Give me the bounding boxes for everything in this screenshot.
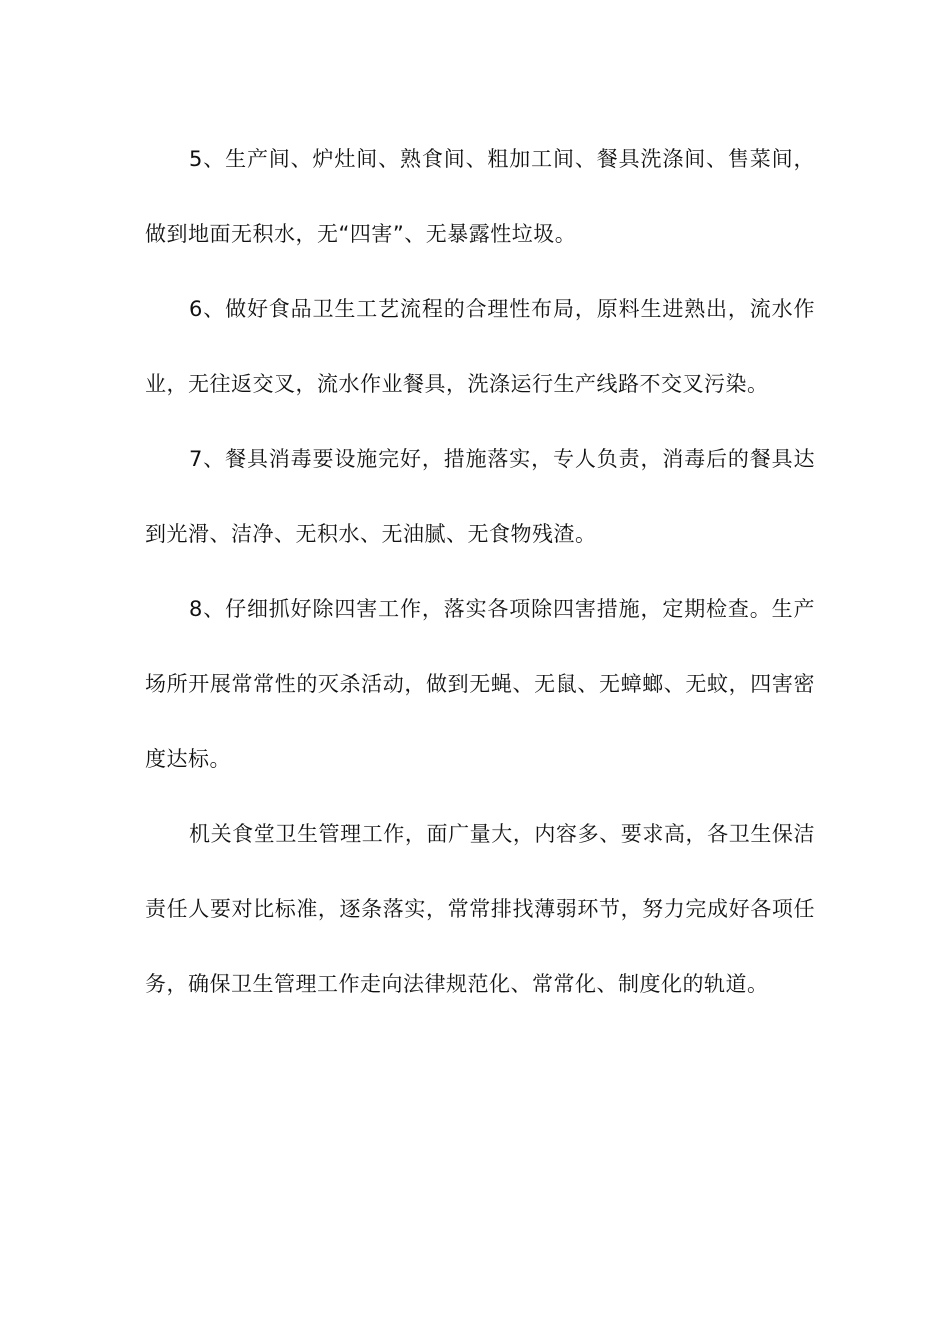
paragraph-item-8: 8、仔细抓好除四害工作，落实各项除四害措施，定期检查。生产场所开展常常性的灭杀活动，做到无蝇、无鼠、无蟑螂、无蚊，四害密度达标。 <box>145 597 815 771</box>
document-body <box>145 122 815 1022</box>
paragraph-item-6: 6、做好食品卫生工艺流程的合理性布局，原料生进熟出，流水作业，无往返交叉，流水作业餐具，洗涤运行生产线路不交叉污染。 <box>145 297 815 396</box>
paragraph-summary: 机关食堂卫生管理工作，面广量大，内容多、要求高，各卫生保洁责任人要对比标准，逐条落实，常常排找薄弱环节，努力完成好各项任务，确保卫生管理工作走向法律规范化、常常化、制度化的轨道。 <box>145 822 815 996</box>
paragraph-item-5: 5、生产间、炉灶间、熟食间、粗加工间、餐具洗涤间、售菜间，做到地面无积水，无“四害”、无暴露性垃圾。 <box>145 147 815 246</box>
paragraph-item-7: 7、餐具消毒要设施完好，措施落实，专人负责，消毒后的餐具达到光滑、洁净、无积水、无油腻、无食物残渣。 <box>145 447 815 546</box>
